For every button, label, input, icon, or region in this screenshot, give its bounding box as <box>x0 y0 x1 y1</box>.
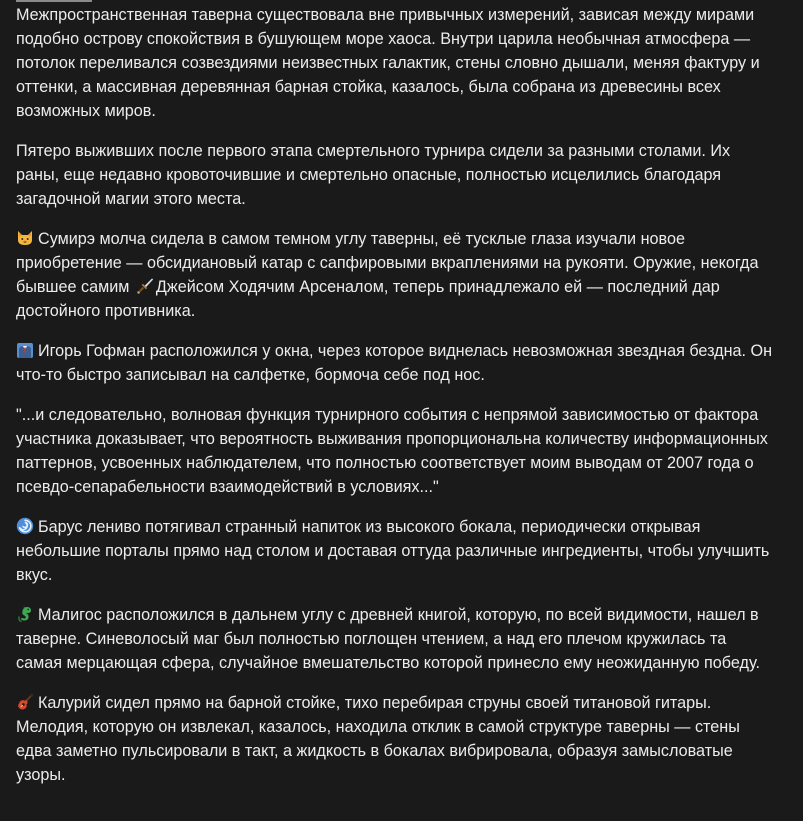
paragraph-quote <box>16 403 775 499</box>
cat-face-icon <box>16 229 34 247</box>
paragraph-igor <box>16 339 775 387</box>
paragraph-kaluriy <box>16 691 775 787</box>
paragraph-tavern-description <box>16 3 775 123</box>
dagger-icon <box>136 277 154 295</box>
top-divider <box>16 0 92 2</box>
cyclone-icon <box>16 517 34 535</box>
dragon-icon <box>16 605 34 623</box>
paragraph-text: Барус лениво потягивал странный напиток из высокого бокала, периодически открывая небольшие порталы прямо над столом и доставая оттуда различные ингредиенты, чтобы улучшить вкус. <box>16 518 770 584</box>
paragraph-text: Джейсом Ходячим Арсеналом, теперь принадлежало ей — последний дар достойного противника. <box>16 278 720 320</box>
guitar-icon <box>16 693 34 711</box>
paragraph-text: Пятеро выживших после первого этапа смертельного турнира сидели за разными столами. Их раны, еще недавно кровоточившие и смертельно опасные, полностью исцелились благодаря загадочной магии этого места. <box>16 142 731 208</box>
paragraph-text: Калурий сидел прямо на барной стойке, тихо перебирая струны своей титановой гитары. Мелодия, которую он извлекал, казалось, находила отклик в самой структуре таверны — стены едва заметно пульсировали в такт, а жидкость в бокалах вибрировала, образуя замысловатые узоры. <box>16 694 740 784</box>
paragraph-text: "...и следовательно, волновая функция турнирного события с непрямой зависимостью от фактора участника доказывает, что вероятность выживания пропорциональна количеству информационных паттернов, усвоенных наблюдателем, что полностью соответствует моим выводам от 2007 года о псевдо-сепарабельности взаимодействий в условиях..." <box>16 406 768 496</box>
suit-person-icon <box>16 341 34 359</box>
paragraph-text: Межпространственная таверна существовала вне привычных измерений, зависая между мирами подобно острову спокойствия в бушующем море хаоса. Внутри царила необычная атмосфера — потолок переливался созвездиями неизвестных галактик, стены словно дышали, меняя фактуру и оттенки, а массивная деревянная барная стойка, казалось, была собрана из древесины всех возможных миров. <box>16 6 760 120</box>
paragraph-text: Игорь Гофман расположился у окна, через которое виднелась невозможная звездная бездна. Он что-то быстро записывал на салфетке, бормоча себе под нос. <box>16 342 773 384</box>
paragraph-sumire <box>16 227 775 323</box>
paragraph-barus <box>16 515 775 587</box>
paragraph-maligos <box>16 603 775 675</box>
paragraph-survivors <box>16 139 775 211</box>
paragraph-text: Сумирэ молча сидела в самом темном углу таверны, её тусклые глаза изучали новое приобретение — обсидиановый катар с сапфировыми вкраплениями на рукояти. Оружие, некогда бывшее самим <box>16 230 759 296</box>
paragraph-text: Малигос расположился в дальнем углу с древней книгой, которую, по всей видимости, нашел в таверне. Синеволосый маг был полностью поглощен чтением, а над его плечом кружилась та самая мерцающая сфера, случайное вмешательство которой принесло ему неожиданную победу. <box>16 606 760 672</box>
